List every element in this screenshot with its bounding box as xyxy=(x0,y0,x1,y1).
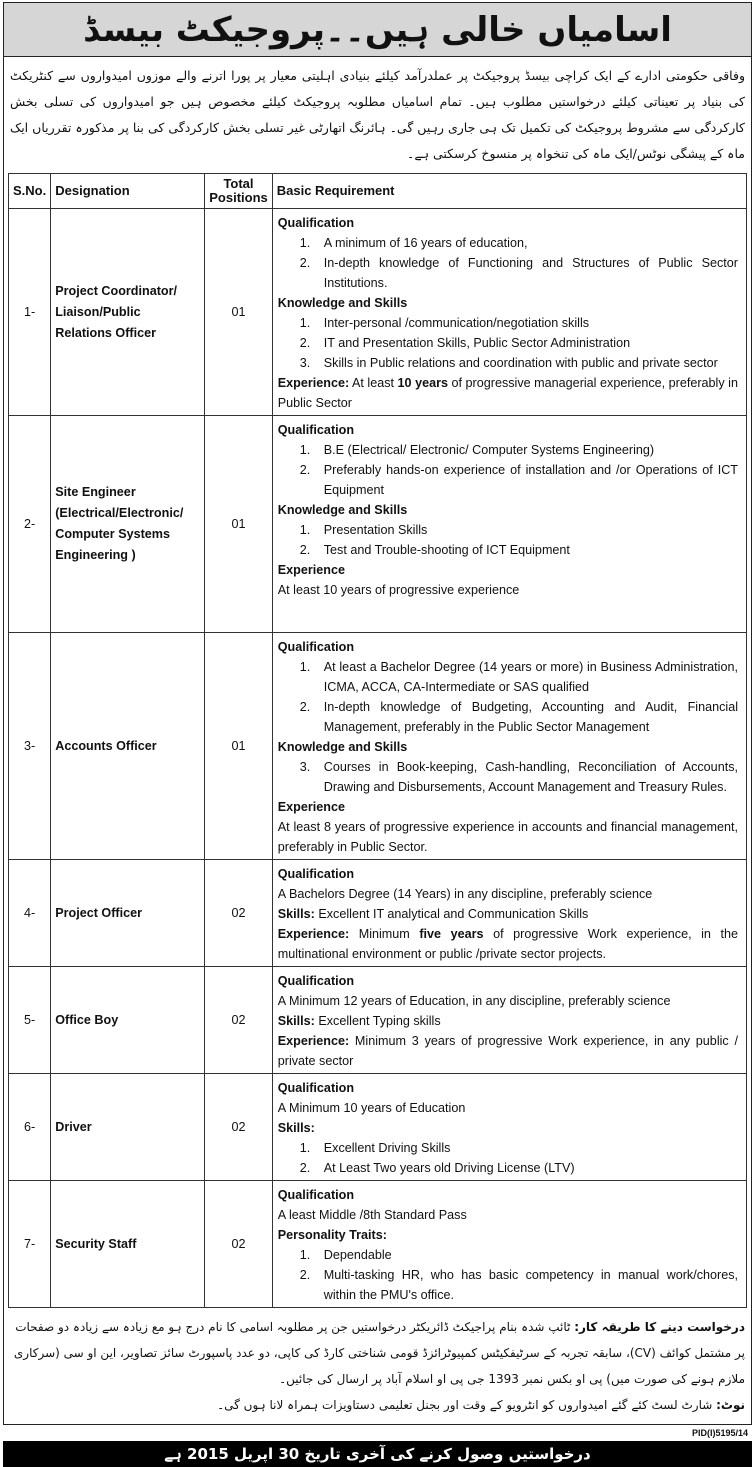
requirement-paragraph xyxy=(278,884,738,904)
table-body xyxy=(9,209,747,1308)
row-sno: 1- xyxy=(9,209,51,416)
row-sno: 7- xyxy=(9,1181,51,1308)
row-designation: Accounts Officer xyxy=(51,633,205,860)
item-number: 2. xyxy=(299,256,311,270)
item-text: IT and Presentation Skills, Public Sector Administration xyxy=(323,336,631,350)
requirement-heading: Qualification xyxy=(277,867,355,881)
bold-text: 10 years xyxy=(397,376,448,390)
requirement-heading: Experience xyxy=(277,800,345,814)
requirement-item xyxy=(278,757,738,797)
requirement-paragraph xyxy=(278,904,738,924)
item-text: At Least Two years old Driving License (LTV) xyxy=(323,1161,575,1175)
text-segment: At least 10 years of progressive experience xyxy=(277,583,520,597)
intro-text: وفاقی حکومتی ادارے کے ایک کراچی بیسڈ پروجیکٹ پر عملدرآمد کیلئے بنیادی اہلیتی معیار پر پورا اترنے والے موزوں امیدواروں سے کنٹریکٹ کی بنیاد پر تعیناتی کیلئے درخواستیں مطلوب ہیں۔ تمام اسامیاں مطلوبہ پروجیکٹ کیلئے مخصوص ہیں جو امیدواروں کی تسلی بخش کارکردگی سے مشروط پروجیکٹ کی تکمیل تک ہی جاری رہیں گی۔ ہائرنگ اتھارٹی غیر تسلی بخش کارکردگی کی بنا پر مذکورہ تقرریاں ایک ماہ کے پیشگی نوٹس/ایک ماہ کی تنخواہ پر منسوخ کرسکتی ہے۔ xyxy=(10,68,745,161)
requirement-item xyxy=(278,333,738,353)
bold-text: Experience: xyxy=(277,376,350,390)
item-number: 2. xyxy=(299,463,311,477)
ad-frame xyxy=(3,2,752,1425)
requirement-heading: Experience xyxy=(277,563,345,577)
requirement-heading: Knowledge and Skills xyxy=(277,296,408,310)
note-text: شارٹ لسٹ کئے گئے امیدواروں کو انٹرویو کے وقت اور بجنل تعلیمی دستاویزات ہمراہ لانا ہوں گی۔ xyxy=(217,1398,713,1412)
requirement-item xyxy=(278,697,738,737)
text-segment: of progressive managerial experience, preferably in Public Sector xyxy=(277,376,738,410)
apply-text: ٹائپ شدہ بنام پراجیکٹ ڈائریکٹر درخواستیں جن پر مطلوبہ اسامی کا نام درج ہو مع زیادہ سے زیادہ دو صفحات پر مشتمل کوائف (CV)، سابقہ تجربہ کے سرٹیفکیٹس کمپیوٹرائزڈ قومی شناختی کارڈ کی کاپی، دو عدد پاسپورٹ سائز تصاویر، این او سی (سرکاری ملازم ہونے کی صورت میں) پی او بکس نمبر 1393 جی پی او اسلام آباد پر ارسال کی جائیں۔ xyxy=(13,1320,745,1386)
requirement-heading: Qualification xyxy=(277,1188,355,1202)
row-sno: 3- xyxy=(9,633,51,860)
requirement-paragraph xyxy=(278,817,738,857)
requirement-item xyxy=(278,657,738,697)
row-requirements xyxy=(272,209,746,416)
requirement-heading: Qualification xyxy=(277,423,355,437)
item-text: A minimum of 16 years of education, xyxy=(323,236,528,250)
table-row xyxy=(9,633,747,860)
apply-label: درخواست دینے کا طریقہ کار: xyxy=(574,1320,745,1334)
item-number: 1. xyxy=(299,316,311,330)
requirement-paragraph xyxy=(278,991,738,1011)
row-positions: 01 xyxy=(205,416,273,633)
requirement-heading: Knowledge and Skills xyxy=(277,503,408,517)
item-number: 1. xyxy=(299,1141,311,1155)
bold-text: Skills: xyxy=(277,1014,315,1028)
header-positions: Total Positions xyxy=(205,174,273,209)
requirement-item xyxy=(278,233,738,253)
row-designation: Project Coordinator/ Liaison/Public Relations Officer xyxy=(51,209,205,416)
requirement-heading: Knowledge and Skills xyxy=(277,740,408,754)
row-positions: 01 xyxy=(205,633,273,860)
requirement-item xyxy=(278,460,738,500)
requirement-paragraph xyxy=(278,1011,738,1031)
row-designation: Office Boy xyxy=(51,967,205,1074)
text-segment: Minimum 3 years of progressive Work experience, in any public / private sector xyxy=(277,1034,738,1068)
pid-number: PID(I)5195/14 xyxy=(691,1428,748,1438)
row-positions: 02 xyxy=(205,860,273,967)
row-positions: 02 xyxy=(205,1074,273,1181)
row-requirements xyxy=(272,1074,746,1181)
item-text: Inter-personal /communication/negotiation skills xyxy=(323,316,590,330)
requirement-paragraph xyxy=(278,1205,738,1225)
item-number: 1. xyxy=(299,236,311,250)
text-segment: Minimum xyxy=(349,927,420,941)
requirement-item xyxy=(278,1265,738,1305)
table-header xyxy=(9,174,747,209)
deadline-banner: درخواستیں وصول کرنے کی آخری تاریخ 30 اپریل 2015 ہے xyxy=(3,1441,752,1467)
bold-text: Skills: xyxy=(277,907,315,921)
requirement-item xyxy=(278,440,738,460)
item-number: 2. xyxy=(299,1161,311,1175)
text-segment: A Minimum 12 years of Education, in any discipline, preferably science xyxy=(277,994,671,1008)
item-text: Preferably hands-on experience of installation and /or Operations of ICT Equipment xyxy=(323,463,738,497)
item-text: B.E (Electrical/ Electronic/ Computer Systems Engineering) xyxy=(323,443,655,457)
ad-title: اسامیاں خالی ہیں۔۔پروجیکٹ بیسڈ xyxy=(4,3,751,57)
header-requirement: Basic Requirement xyxy=(272,174,746,209)
text-segment: A least Middle /8th Standard Pass xyxy=(277,1208,467,1222)
table-row xyxy=(9,967,747,1074)
requirement-heading: Skills: xyxy=(277,1121,315,1135)
requirement-heading: Qualification xyxy=(277,640,355,654)
bold-text: Experience: xyxy=(277,1034,350,1048)
item-text: Presentation Skills xyxy=(323,523,428,537)
table-row xyxy=(9,1074,747,1181)
positions-table xyxy=(8,173,747,1308)
requirement-item xyxy=(278,1158,738,1178)
requirement-heading: Qualification xyxy=(277,974,355,988)
item-number: 1. xyxy=(299,523,311,537)
row-designation: Project Officer xyxy=(51,860,205,967)
row-requirements xyxy=(272,967,746,1074)
table-row xyxy=(9,860,747,967)
text-segment: Excellent Typing skills xyxy=(314,1014,441,1028)
item-number: 2. xyxy=(299,336,311,350)
item-text: In-depth knowledge of Functioning and Structures of Public Sector Institutions. xyxy=(323,256,738,290)
header-sno: S.No. xyxy=(9,174,51,209)
row-requirements xyxy=(272,860,746,967)
requirement-heading: Personality Traits: xyxy=(277,1228,387,1242)
item-text: Skills in Public relations and coordination with public and private sector xyxy=(323,356,718,370)
item-number: 3. xyxy=(299,760,311,774)
requirement-item xyxy=(278,253,738,293)
requirement-item xyxy=(278,520,738,540)
row-sno: 4- xyxy=(9,860,51,967)
row-positions: 02 xyxy=(205,967,273,1074)
item-number: 1. xyxy=(299,660,311,674)
item-text: Test and Trouble-shooting of ICT Equipment xyxy=(323,543,570,557)
text-segment: Excellent IT analytical and Communication Skills xyxy=(314,907,589,921)
row-designation: Security Staff xyxy=(51,1181,205,1308)
item-number: 1. xyxy=(299,443,311,457)
item-number: 2. xyxy=(299,543,311,557)
note-label: نوٹ: xyxy=(716,1398,745,1412)
text-segment: A Bachelors Degree (14 Years) in any discipline, preferably science xyxy=(277,887,653,901)
item-number: 3. xyxy=(299,356,311,370)
row-sno: 6- xyxy=(9,1074,51,1181)
bold-text: Experience: xyxy=(277,927,350,941)
item-text: At least a Bachelor Degree (14 years or more) in Business Administration, ICMA, ACCA, CA-Intermediate or SAS qualified xyxy=(323,660,738,694)
item-text: Excellent Driving Skills xyxy=(323,1141,451,1155)
application-procedure xyxy=(10,1314,745,1418)
row-requirements xyxy=(272,416,746,633)
item-number: 1. xyxy=(299,1248,311,1262)
requirement-paragraph xyxy=(278,924,738,964)
requirement-item xyxy=(278,313,738,333)
header-designation: Designation xyxy=(51,174,205,209)
item-text: In-depth knowledge of Budgeting, Accounting and Audit, Financial Management, preferably in the Public Sector Management xyxy=(323,700,738,734)
table-row xyxy=(9,209,747,416)
row-designation: Site Engineer (Electrical/Electronic/ Computer Systems Engineering ) xyxy=(51,416,205,633)
requirement-paragraph xyxy=(278,373,738,413)
item-number: 2. xyxy=(299,1268,311,1282)
item-text: Dependable xyxy=(323,1248,392,1262)
row-sno: 5- xyxy=(9,967,51,1074)
bold-text: five years xyxy=(419,927,484,941)
requirement-paragraph xyxy=(278,1098,738,1118)
row-sno: 2- xyxy=(9,416,51,633)
table-row xyxy=(9,1181,747,1308)
requirement-item xyxy=(278,1138,738,1158)
row-requirements xyxy=(272,633,746,860)
item-number: 2. xyxy=(299,700,311,714)
requirement-heading: Qualification xyxy=(277,216,355,230)
requirement-paragraph xyxy=(278,1031,738,1071)
row-positions: 01 xyxy=(205,209,273,416)
requirement-item xyxy=(278,353,738,373)
text-segment: At least xyxy=(349,376,398,390)
row-positions: 02 xyxy=(205,1181,273,1308)
item-text: Multi-tasking HR, who has basic competency in manual work/chores, within the PMU's office. xyxy=(323,1268,738,1302)
text-segment: A Minimum 10 years of Education xyxy=(277,1101,466,1115)
item-text: Courses in Book-keeping, Cash-handling, Reconciliation of Accounts, Drawing and Disbursements, Account Management and Treasury Rules. xyxy=(323,760,738,794)
row-designation: Driver xyxy=(51,1074,205,1181)
text-segment: At least 8 years of progressive experience in accounts and financial management, preferably in Public Sector. xyxy=(277,820,738,854)
requirement-item xyxy=(278,540,738,560)
text-segment: of progressive Work experience, in the multinational environment or public /private sector projects. xyxy=(277,927,738,961)
requirement-heading: Qualification xyxy=(277,1081,355,1095)
row-requirements xyxy=(272,1181,746,1308)
requirement-paragraph xyxy=(278,580,738,600)
requirement-item xyxy=(278,1245,738,1265)
table-row xyxy=(9,416,747,633)
